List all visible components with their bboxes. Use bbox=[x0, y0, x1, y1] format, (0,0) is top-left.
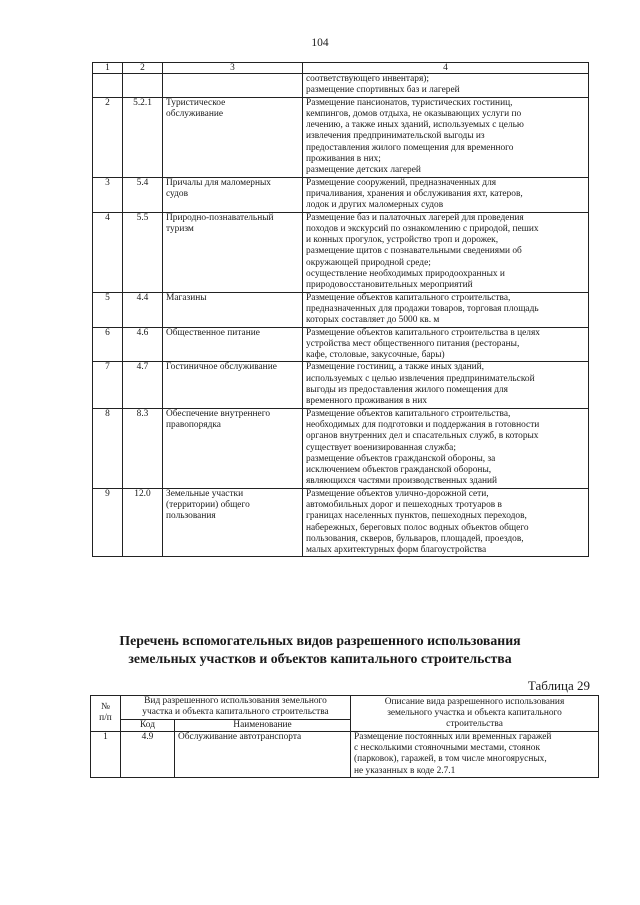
row-code: 5.5 bbox=[123, 212, 163, 292]
row-number: 1 bbox=[91, 731, 121, 777]
row-number: 6 bbox=[93, 327, 123, 362]
row-description: Размещение гостиниц, а также иных зданий, используемых с целью извлечения предпринимательской выгоды из предоставления жилого помещения для временного проживания в них bbox=[303, 362, 589, 408]
row-description: Размещение объектов капитального строительства, предназначенных для продажи товаров, торговая площадь которых составляет до 5000 кв. м bbox=[303, 292, 589, 327]
row-description: Размещение пансионатов, туристических гостиниц, кемпингов, домов отдыха, не оказывающих услуги по лечению, а также иных зданий, используемых с целью извлечения предпринимательской выгоды из предоставления жилого помещения для временного проживания в них; размещение детских лагерей bbox=[303, 97, 589, 177]
header-description: Описание вида разрешенного использования земельного участка и объекта капитального строительства bbox=[351, 696, 599, 732]
row-description: Размещение баз и палаточных лагерей для проведения походов и экскурсий по ознакомлению с природой, пеших и конных прогулок, устройство троп и дорожек, размещение щитов с познавательными сведениями об окружающей природной среде; осуществление необходимых природоохранных и природовосстановительных мероприятий bbox=[303, 212, 589, 292]
header-code: Код bbox=[121, 719, 175, 731]
row-code: 12.0 bbox=[123, 488, 163, 557]
row-name: Магазины bbox=[163, 292, 303, 327]
auxiliary-use-table bbox=[90, 695, 599, 778]
table-row bbox=[93, 327, 589, 362]
row-name: Туристическое обслуживание bbox=[163, 97, 303, 177]
header-cell: 4 bbox=[303, 63, 589, 74]
row-name: Гостиничное обслуживание bbox=[163, 362, 303, 408]
table-caption: Таблица 29 bbox=[527, 678, 590, 693]
section-heading: Перечень вспомогательных видов разрешенного использования земельных участков и объектов капитального строительства bbox=[119, 633, 521, 666]
table-row bbox=[91, 731, 599, 777]
row-number: 3 bbox=[93, 177, 123, 212]
table-row bbox=[93, 212, 589, 292]
row-name: Обслуживание автотранспорта bbox=[175, 731, 351, 777]
row-name: Земельные участки (территории) общего пользования bbox=[163, 488, 303, 557]
header-cell: 2 bbox=[123, 63, 163, 74]
row-number: 5 bbox=[93, 292, 123, 327]
table-row bbox=[93, 292, 589, 327]
row-number: 7 bbox=[93, 362, 123, 408]
table-row bbox=[93, 488, 589, 557]
table-row bbox=[93, 177, 589, 212]
row-code: 4.9 bbox=[121, 731, 175, 777]
row-name: Причалы для маломерных судов bbox=[163, 177, 303, 212]
row-code: 4.4 bbox=[123, 292, 163, 327]
permitted-use-table bbox=[92, 62, 589, 557]
header-cell: 1 bbox=[93, 63, 123, 74]
row-description: Размещение постоянных или временных гаражей с несколькими стояночными местами, стоянок (парковок), гаражей, в том числе многоярусных, не указанных в коде 2.7.1 bbox=[351, 731, 599, 777]
row-name: Общественное питание bbox=[163, 327, 303, 362]
row-description: Размещение объектов капитального строительства, необходимых для подготовки и поддержания в готовности органов внутренних дел и спасательных служб, в которых существует военизированная служба; размещение объектов гражданской обороны, за исключением объектов гражданской обороны, являющихся частями производственных зданий bbox=[303, 408, 589, 488]
page-number: 104 bbox=[311, 37, 329, 49]
row-code: 5.2.1 bbox=[123, 97, 163, 177]
table-row bbox=[93, 74, 589, 98]
row-name: Обеспечение внутреннего правопорядка bbox=[163, 408, 303, 488]
row-code: 4.6 bbox=[123, 327, 163, 362]
table-header-row bbox=[91, 696, 599, 720]
row-code: 4.7 bbox=[123, 362, 163, 408]
table-row bbox=[93, 408, 589, 488]
row-number: 9 bbox=[93, 488, 123, 557]
row-description: Размещение сооружений, предназначенных для причаливания, хранения и обслуживания яхт, катеров, лодок и других маломерных судов bbox=[303, 177, 589, 212]
table-row bbox=[93, 362, 589, 408]
header-number: № п/п bbox=[91, 696, 121, 732]
row-code: 5.4 bbox=[123, 177, 163, 212]
header-name: Наименование bbox=[175, 719, 351, 731]
row-name: Природно-познавательный туризм bbox=[163, 212, 303, 292]
row-description: Размещение объектов капитального строительства в целях устройства мест общественного питания (рестораны, кафе, столовые, закусочные, бары) bbox=[303, 327, 589, 362]
table-header-row bbox=[93, 63, 589, 74]
row-code: 8.3 bbox=[123, 408, 163, 488]
row-description: соответствующего инвентаря); размещение спортивных баз и лагерей bbox=[303, 74, 589, 98]
header-cell: 3 bbox=[163, 63, 303, 74]
row-description: Размещение объектов улично-дорожной сети, автомобильных дорог и пешеходных тротуаров в границах населенных пунктов, пешеходных переходов, набережных, береговых полос водных объектов общего пользования, скверов, бульваров, площадей, проездов, малых архитектурных форм благоустройства bbox=[303, 488, 589, 557]
row-number: 4 bbox=[93, 212, 123, 292]
row-number: 2 bbox=[93, 97, 123, 177]
row-number: 8 bbox=[93, 408, 123, 488]
table-row bbox=[93, 97, 589, 177]
header-kind: Вид разрешенного использования земельного участка и объекта капитального строительства bbox=[121, 696, 351, 720]
